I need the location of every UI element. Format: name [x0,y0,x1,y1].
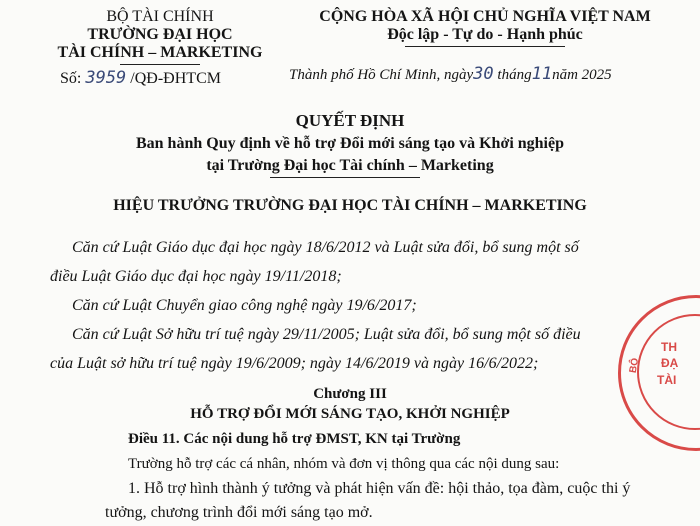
number-suffix: /QĐ-ĐHTCM [130,70,221,87]
basis-line-4: Căn cứ Luật Sở hữu trí tuệ ngày 29/11/2005; Luật sửa đổi, bổ sung một số điều [72,326,581,343]
ministry-name: BỘ TÀI CHÍNH [106,8,214,25]
basis-line-2: điều Luật Giáo dục đại học ngày 19/11/2018; [50,268,342,285]
decision-subtitle-line2: tại Trường Đại học Tài chính – Marketing [206,157,494,174]
header-left-underline [120,64,200,65]
official-seal-stamp [618,295,700,451]
issuer-title: HIỆU TRƯỞNG TRƯỜNG ĐẠI HỌC TÀI CHÍNH – MARKETING [113,197,587,214]
chapter-title: HỖ TRỢ ĐỔI MỚI SÁNG TẠO, KHỞI NGHIỆP [190,406,510,422]
article-item1-line2: tưởng, chương trình đổi mới sáng tạo mở. [105,504,373,521]
seal-text-bottom: TÀI [657,373,677,387]
seal-text-left: BỘ [627,357,642,374]
number-handwritten: 3959 [85,68,127,88]
month-handwritten: 11 [531,64,553,84]
republic-title: CỘNG HÒA XÃ HỘI CHỦ NGHĨA VIỆT NAM [319,8,651,25]
seal-text-mid: ĐẠ [661,356,679,370]
chapter-number: Chương III [313,386,387,402]
place-and-date [289,64,612,84]
decision-title: QUYẾT ĐỊNH [295,111,405,130]
basis-line-1: Căn cứ Luật Giáo dục đại học ngày 18/6/2012 và Luật sửa đổi, bổ sung một số [72,239,579,256]
university-name-line2: TÀI CHÍNH – MARKETING [57,44,263,61]
month-label: tháng [497,67,532,83]
document-number [60,68,221,88]
seal-text-top: TH [661,340,677,354]
university-name-line1: TRƯỜNG ĐẠI HỌC [87,26,233,43]
subtitle-underline [270,177,420,178]
year-part: năm 2025 [552,67,612,83]
article-heading: Điều 11. Các nội dung hỗ trợ ĐMST, KN tại Trường [128,431,461,447]
article-intro: Trường hỗ trợ các cá nhân, nhóm và đơn vị thông qua các nội dung sau: [128,456,560,472]
motto-underline [405,46,565,47]
place-date-prefix: Thành phố Hồ Chí Minh, ngày [289,67,474,83]
number-prefix: Số: [60,70,82,87]
day-handwritten: 30 [473,64,494,84]
article-item1-line1: 1. Hỗ trợ hình thành ý tưởng và phát hiện vấn đề: hội thảo, tọa đàm, cuộc thi ý [128,480,631,497]
decision-subtitle-line1: Ban hành Quy định về hỗ trợ Đổi mới sáng tạo và Khởi nghiệp [135,135,564,152]
basis-line-5: của Luật sở hữu trí tuệ ngày 19/6/2009; ngày 14/6/2019 và ngày 16/6/2022; [50,355,539,372]
basis-line-3: Căn cứ Luật Chuyển giao công nghệ ngày 19/6/2017; [72,297,417,314]
national-motto: Độc lập - Tự do - Hạnh phúc [387,26,583,43]
seal-inner-ring [637,314,700,430]
